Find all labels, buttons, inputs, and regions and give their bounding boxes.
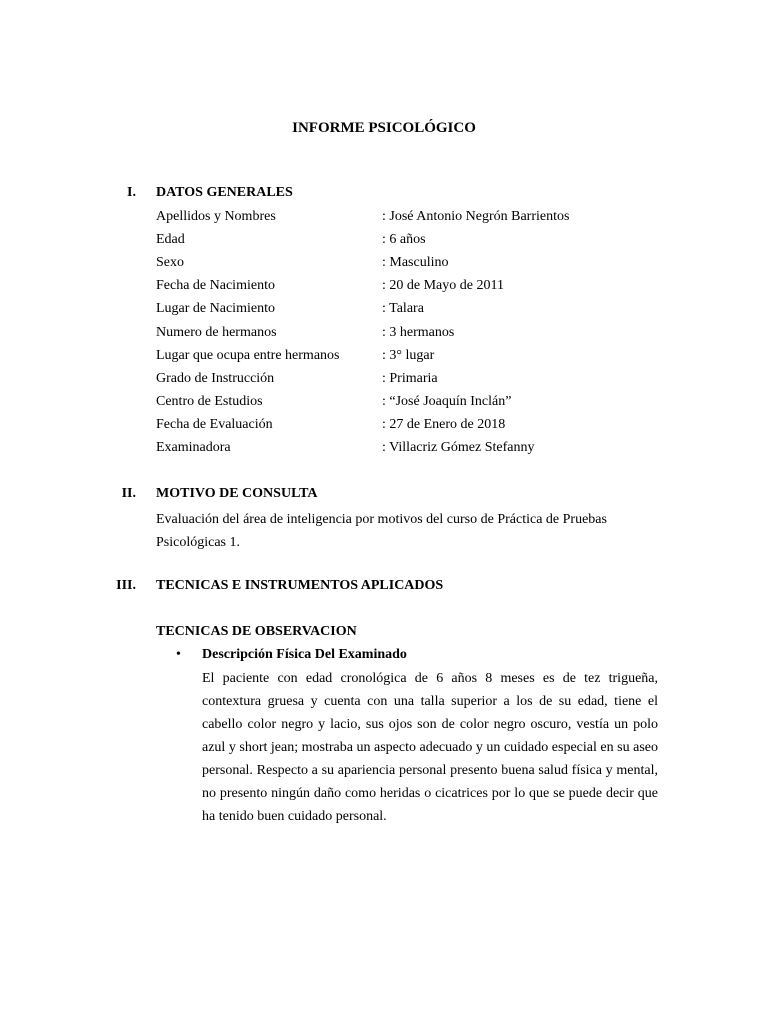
field-value: : “José Joaquín Inclán” xyxy=(382,393,512,409)
field-label: Grado de Instrucción xyxy=(156,370,275,386)
field-label: Centro de Estudios xyxy=(156,393,263,409)
observation-techniques-subtitle: TECNICAS DE OBSERVACION xyxy=(156,624,357,639)
field-label: Fecha de Nacimiento xyxy=(156,278,275,294)
field-label: Lugar que ocupa entre hermanos xyxy=(156,347,340,363)
field-value: : Villacriz Gómez Stefanny xyxy=(382,440,535,455)
physical-description-heading: Descripción Física Del Examinado xyxy=(202,647,407,662)
field-value: : 6 años xyxy=(382,232,426,248)
section-1-number: I. xyxy=(127,185,136,200)
field-label: Apellidos y Nombres xyxy=(156,209,276,224)
bullet-icon: • xyxy=(176,647,181,662)
section-2-number: II. xyxy=(121,486,136,501)
field-label: Numero de hermanos xyxy=(156,324,277,340)
field-value: : 27 de Enero de 2018 xyxy=(382,416,506,432)
section-3-number: III. xyxy=(116,578,136,593)
field-label: Sexo xyxy=(156,255,184,271)
field-value: : Masculino xyxy=(382,255,449,271)
field-value: : José Antonio Negrón Barrientos xyxy=(382,209,570,224)
section-1-title: DATOS GENERALES xyxy=(156,185,293,200)
field-label: Lugar de Nacimiento xyxy=(156,301,275,317)
section-3-title: TECNICAS E INSTRUMENTOS APLICADOS xyxy=(156,578,444,593)
section-2-title: MOTIVO DE CONSULTA xyxy=(156,486,318,501)
field-label: Examinadora xyxy=(156,440,231,455)
field-value: : 3 hermanos xyxy=(382,324,455,340)
field-label: Edad xyxy=(156,232,185,248)
physical-description-text: El paciente con edad cronológica de 6 años 8 meses es de tez trigueña, contextura gruesa y cuenta con una talla superior a los de su edad, tiene el cabello color negro y lacio, sus ojos son de color negro oscuro, vestía un polo azul y short jean; mostraba un aspecto adecuado y un cuidado especial en su aseo personal. Respecto a su apariencia personal presento buena salud física y mental, no presento ningún daño como heridas o cicatrices por lo que se puede decir que ha tenido buen cuidado personal. xyxy=(202,671,658,824)
field-value: : 3° lugar xyxy=(382,347,435,363)
consultation-reason-text: Evaluación del área de inteligencia por motivos del curso de Práctica de Pruebas Psicológicas 1. xyxy=(156,512,607,550)
document-title: INFORME PSICOLÓGICO xyxy=(292,120,476,136)
field-value: : 20 de Mayo de 2011 xyxy=(382,278,504,294)
field-value: : Talara xyxy=(382,301,424,317)
field-value: : Primaria xyxy=(382,370,438,386)
field-label: Fecha de Evaluación xyxy=(156,416,273,432)
